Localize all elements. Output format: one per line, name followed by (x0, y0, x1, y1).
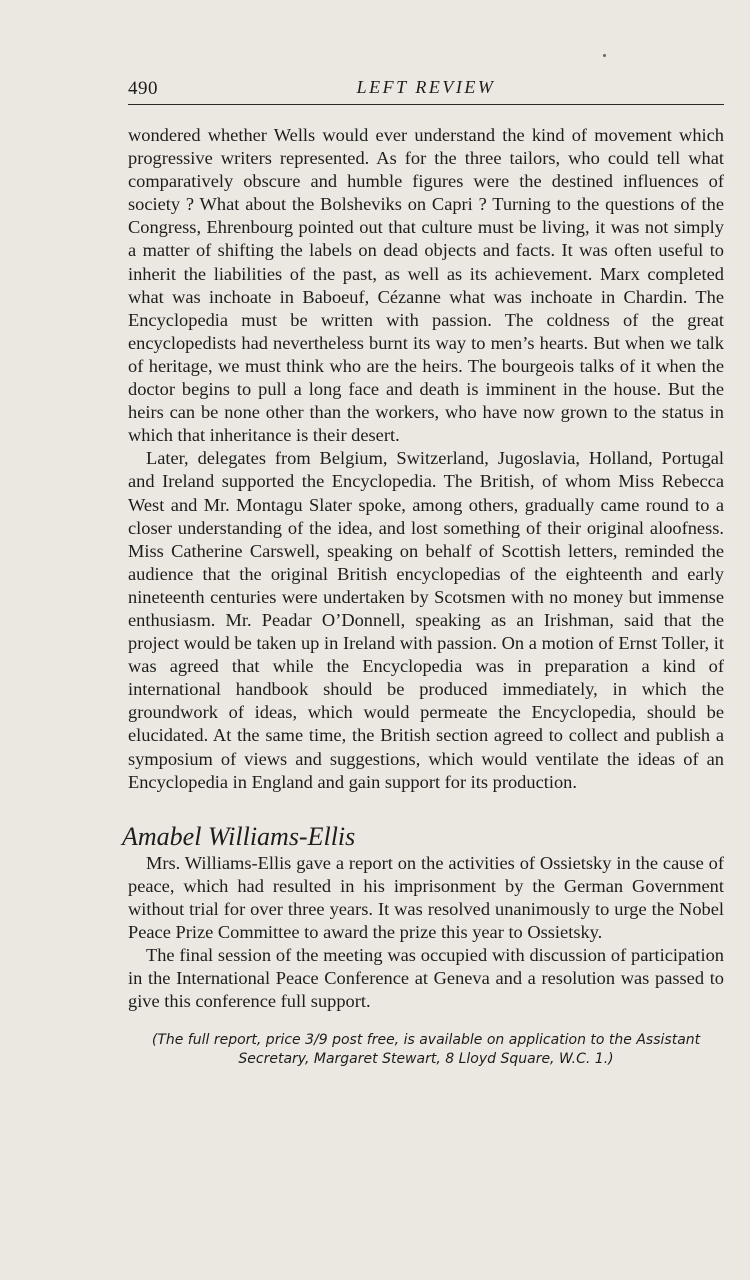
page-header (128, 76, 724, 105)
section-heading: Amabel Williams-Ellis (122, 821, 356, 851)
running-title: LEFT REVIEW (356, 77, 496, 97)
footnote-line: (The full report, price 3/9 post free, is available on application to the Assistant (151, 1032, 701, 1049)
ink-speck (603, 54, 606, 57)
body-paragraph: The final session of the meeting was occupied with discussion of participation in the International Peace Conference at Geneva and a resolution was passed to give this conference full support. (128, 945, 724, 1012)
page-number: 490 (128, 78, 158, 99)
page-body (122, 124, 724, 1069)
body-paragraph: Mrs. Williams-Ellis gave a report on the activities of Ossietsky in the cause of peace, which had resulted in his imprisonment by the German Government without trial for over three years. It was resolved unanimously to urge the Nobel Peace Prize Committee to award the prize this year to Ossietsky. (128, 852, 724, 942)
footnote-line: Secretary, Margaret Stewart, 8 Lloyd Square, W.C. 1.) (238, 1051, 614, 1068)
body-paragraph: wondered whether Wells would ever understand the kind of movement which progressive writers represented. As for the three tailors, who could tell what comparatively obscure and humble figures were the destined influences of society ? What about the Bolsheviks on Capri ? Turning to the questions of the Congress, Ehrenbourg pointed out that culture must be living, it was not simply a matter of shifting the labels on dead objects and facts. It was often useful to inherit the liabilities of the past, as well as its achievement. Marx completed what was inchoate in Baboeuf, Cézanne what was inchoate in Chardin. The Encyclopedia must be written with passion. The coldness of the great encyclopedists had nevertheless burnt its way to men’s hearts. But when we talk of heritage, we must think who are the heirs. The bourgeois talks of it when the doctor begins to pull a long face and death is imminent in the house. But the heirs can be none other than the workers, who have now grown to the status in which that inheritance is their desert. (128, 125, 724, 446)
body-paragraph: Later, delegates from Belgium, Switzerland, Jugoslavia, Holland, Portugal and Ireland supported the Encyclopedia. The British, of whom Miss Rebecca West and Mr. Montagu Slater spoke, among others, gradually came round to a closer understanding of the idea, and lost something of their original aloofness. Miss Catherine Carswell, speaking on behalf of Scottish letters, reminded the audience that the original British encyclopedias of the eighteenth and early nineteenth centuries were undertaken by Scotsmen with no money but immense enthusiasm. Mr. Peadar O’Donnell, speaking as an Irishman, said that the project would be taken up in Ireland with passion. On a motion of Ernst Toller, it was agreed that while the Encyclopedia was in preparation a kind of international handbook should be produced immediately, in which the groundwork of ideas, which would permeate the Encyclopedia, should be elucidated. At the same time, the British section agreed to collect and publish a symposium of views and suggestions, which would ventilate the ideas of an Encyclopedia in England and gain support for its production. (128, 448, 724, 792)
footnote (128, 1031, 724, 1069)
